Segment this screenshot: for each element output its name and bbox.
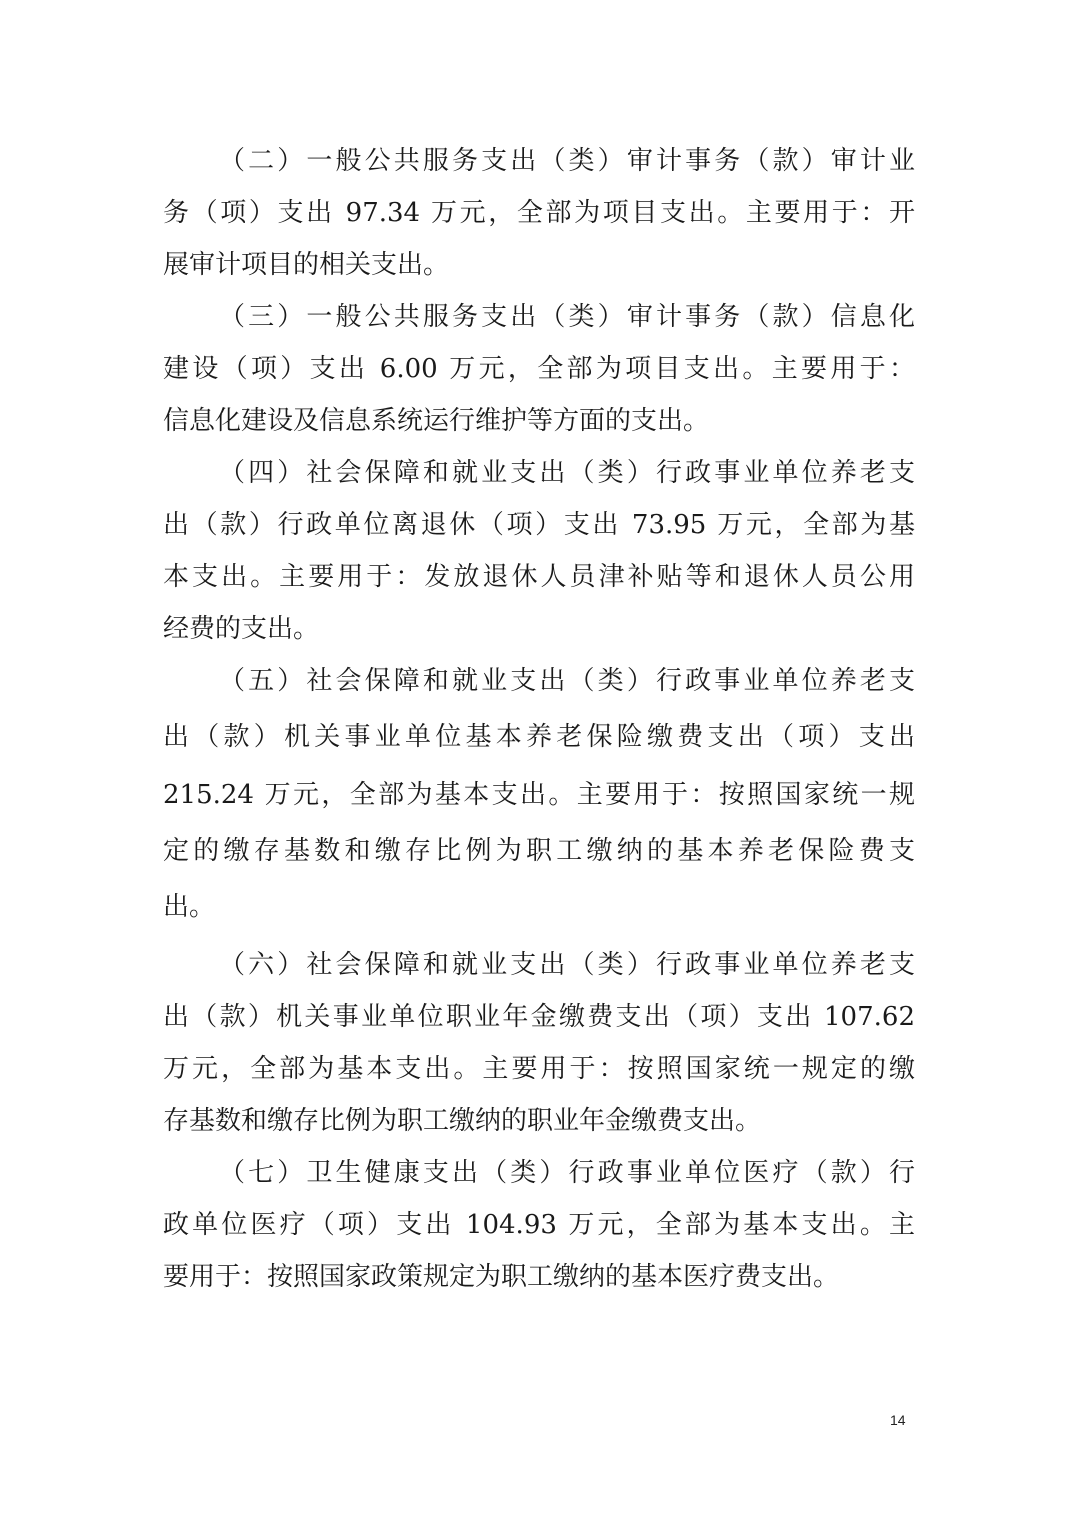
paragraph-line: （三）一般公共服务支出（类）审计事务（款）信息化 <box>219 302 915 332</box>
paragraph-line: 经费的支出。 <box>163 614 320 644</box>
document-body <box>163 135 915 1303</box>
paragraph-line: 信息化建设及信息系统运行维护等方面的支出。 <box>163 406 710 436</box>
paragraph-4 <box>163 447 915 655</box>
paragraph-3 <box>163 291 915 447</box>
paragraph-line: 215.24 万元，全部为基本支出。主要用于：按照国家统一规 <box>163 780 915 810</box>
paragraph-line: 万元，全部为基本支出。主要用于：按照国家统一规定的缴 <box>163 1054 915 1084</box>
paragraph-2 <box>163 135 915 291</box>
paragraph-line: （二）一般公共服务支出（类）审计事务（款）审计业 <box>219 146 915 176</box>
paragraph-line: 出（款）行政单位离退休（项）支出 73.95 万元，全部为基 <box>163 510 915 540</box>
paragraph-line: 政单位医疗（项）支出 104.93 万元，全部为基本支出。主 <box>163 1210 915 1240</box>
paragraph-line: 务（项）支出 97.34 万元，全部为项目支出。主要用于：开 <box>163 198 915 228</box>
paragraph-5 <box>163 655 915 939</box>
paragraph-line: （七）卫生健康支出（类）行政事业单位医疗（款）行 <box>219 1158 915 1188</box>
page-number: 14 <box>890 1412 906 1428</box>
paragraph-line: （六）社会保障和就业支出（类）行政事业单位养老支 <box>219 950 915 980</box>
paragraph-line: 展审计项目的相关支出。 <box>163 250 450 280</box>
paragraph-line: 出。 <box>163 892 216 922</box>
paragraph-line: （五）社会保障和就业支出（类）行政事业单位养老支 <box>219 666 915 696</box>
paragraph-line: 存基数和缴存比例为职工缴纳的职业年金缴费支出。 <box>163 1106 762 1136</box>
paragraph-line: 定的缴存基数和缴存比例为职工缴纳的基本养老保险费支 <box>163 836 915 866</box>
paragraph-line: （四）社会保障和就业支出（类）行政事业单位养老支 <box>219 458 915 488</box>
paragraph-line: 建设（项）支出 6.00 万元，全部为项目支出。主要用于： <box>163 354 915 384</box>
paragraph-line: 出（款）机关事业单位基本养老保险缴费支出（项）支出 <box>163 722 915 752</box>
paragraph-line: 本支出。主要用于：发放退休人员津补贴等和退休人员公用 <box>163 562 915 592</box>
paragraph-line: 要用于：按照国家政策规定为职工缴纳的基本医疗费支出。 <box>163 1262 840 1292</box>
paragraph-7 <box>163 1147 915 1303</box>
paragraph-6 <box>163 939 915 1147</box>
paragraph-line: 出（款）机关事业单位职业年金缴费支出（项）支出 107.62 <box>163 1002 915 1032</box>
